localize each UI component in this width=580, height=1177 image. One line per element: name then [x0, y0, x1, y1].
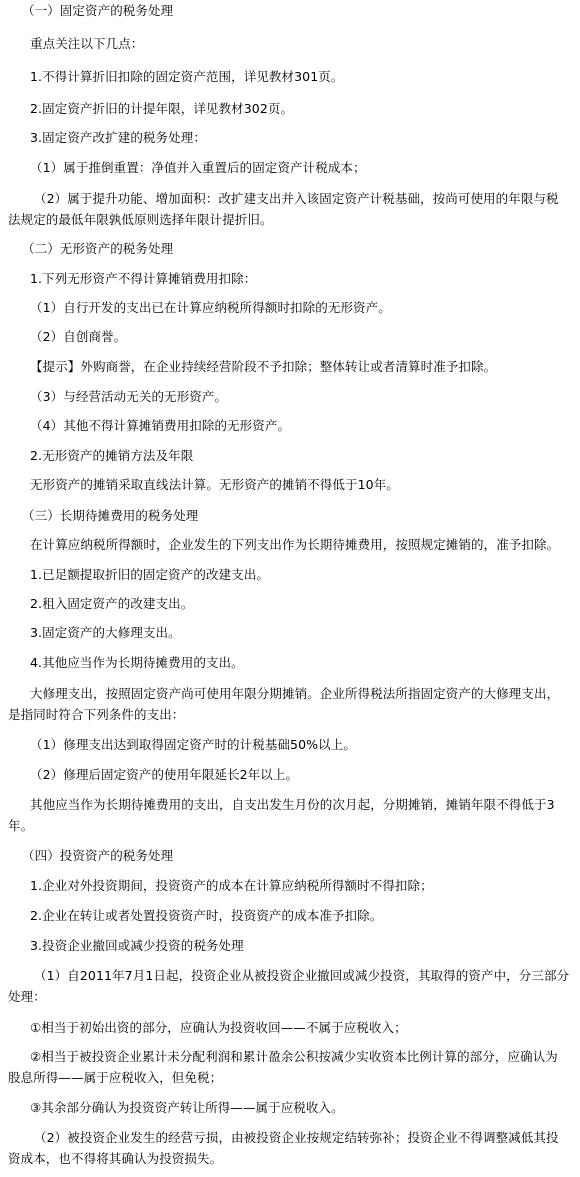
list-item: ①相当于初始出资的部分，应确认为投资收回——不属于应税收入；	[30, 1020, 407, 1035]
list-item: （1）自2011年7月1日起，投资企业从被投资企业撤回或减少投资，其取得的资产中，分三部分处理：	[8, 968, 570, 1004]
list-item: （1）属于推倒重置：净值并入重置后的固定资产计税成本；	[30, 160, 366, 175]
list-item: 3.固定资产的大修理支出。	[30, 625, 181, 640]
section-heading-intangible-assets: （二）无形资产的税务处理	[22, 241, 174, 256]
list-item: 3.固定资产改扩建的税务处理：	[30, 130, 206, 145]
section-heading-investment-assets: （四）投资资产的税务处理	[22, 848, 174, 863]
paragraph: 其他应当作为长期待摊费用的支出，自支出发生月份的次月起，分期摊销，摊销年限不得低于3年。	[8, 797, 555, 833]
list-item: （2）修理后固定资产的使用年限延长2年以上。	[30, 767, 299, 782]
list-item: （2）自创商誉。	[30, 329, 127, 344]
list-item: 3.投资企业撤回或减少投资的税务处理	[30, 938, 244, 953]
tip-note: 【提示】外购商誉，在企业持续经营阶段不予扣除；整体转让或者清算时准予扣除。	[30, 359, 497, 374]
list-item: （1）修理支出达到取得固定资产时的计税基础50%以上。	[30, 737, 356, 752]
list-item: （2）被投资企业发生的经营亏损，由被投资企业按规定结转弥补；投资企业不得调整减低其投资成本，也不得将其确认为投资损失。	[8, 1130, 559, 1166]
list-item: （3）与经营活动无关的无形资产。	[30, 389, 228, 404]
list-item: 2.企业在转让或者处置投资资产时，投资资产的成本准予扣除。	[30, 908, 383, 923]
list-item: （2）属于提升功能、增加面积：改扩建支出并入该固定资产计税基础，按尚可使用的年限与税法规定的最低年限孰低原则选择年限计提折旧。	[8, 191, 559, 227]
list-item: ③其余部分确认为投资资产转让所得——属于应税收入。	[30, 1100, 344, 1115]
list-item: （1）自行开发的支出已在计算应纳税所得额时扣除的无形资产。	[30, 300, 391, 315]
list-item: （4）其他不得计算摊销费用扣除的无形资产。	[30, 418, 291, 433]
list-item: 2.租入固定资产的改建支出。	[30, 596, 194, 611]
list-item: 4.其他应当作为长期待摊费用的支出。	[30, 655, 244, 670]
list-item: 2.固定资产折旧的计提年限，详见教材302页。	[30, 101, 294, 116]
section-heading-fixed-assets: （一）固定资产的税务处理	[22, 3, 174, 18]
list-item: 1.企业对外投资期间，投资资产的成本在计算应纳税所得额时不得扣除；	[30, 878, 433, 893]
list-item: 1.不得计算折旧扣除的固定资产范围，详见教材301页。	[30, 69, 344, 84]
list-item: 1.下列无形资产不得计算摊销费用扣除：	[30, 271, 257, 286]
paragraph: 无形资产的摊销采取直线法计算。无形资产的摊销不得低于10年。	[30, 477, 399, 492]
paragraph: 重点关注以下几点：	[30, 36, 144, 51]
list-item: ②相当于被投资企业累计未分配利润和累计盈余公积按减少实收资本比例计算的部分，应确认为股息所得——属于应税收入，但免税；	[8, 1049, 558, 1085]
section-heading-long-term-prepaid: （三）长期待摊费用的税务处理	[22, 508, 199, 523]
list-item: 2.无形资产的摊销方法及年限	[30, 448, 194, 463]
list-item: 1.已足额提取折旧的固定资产的改建支出。	[30, 567, 269, 582]
paragraph: 大修理支出，按照固定资产尚可使用年限分期摊销。企业所得税法所指固定资产的大修理支出，是指同时符合下列条件的支出：	[8, 686, 560, 722]
paragraph: 在计算应纳税所得额时，企业发生的下列支出作为长期待摊费用，按照规定摊销的，准予扣除。	[30, 537, 560, 552]
